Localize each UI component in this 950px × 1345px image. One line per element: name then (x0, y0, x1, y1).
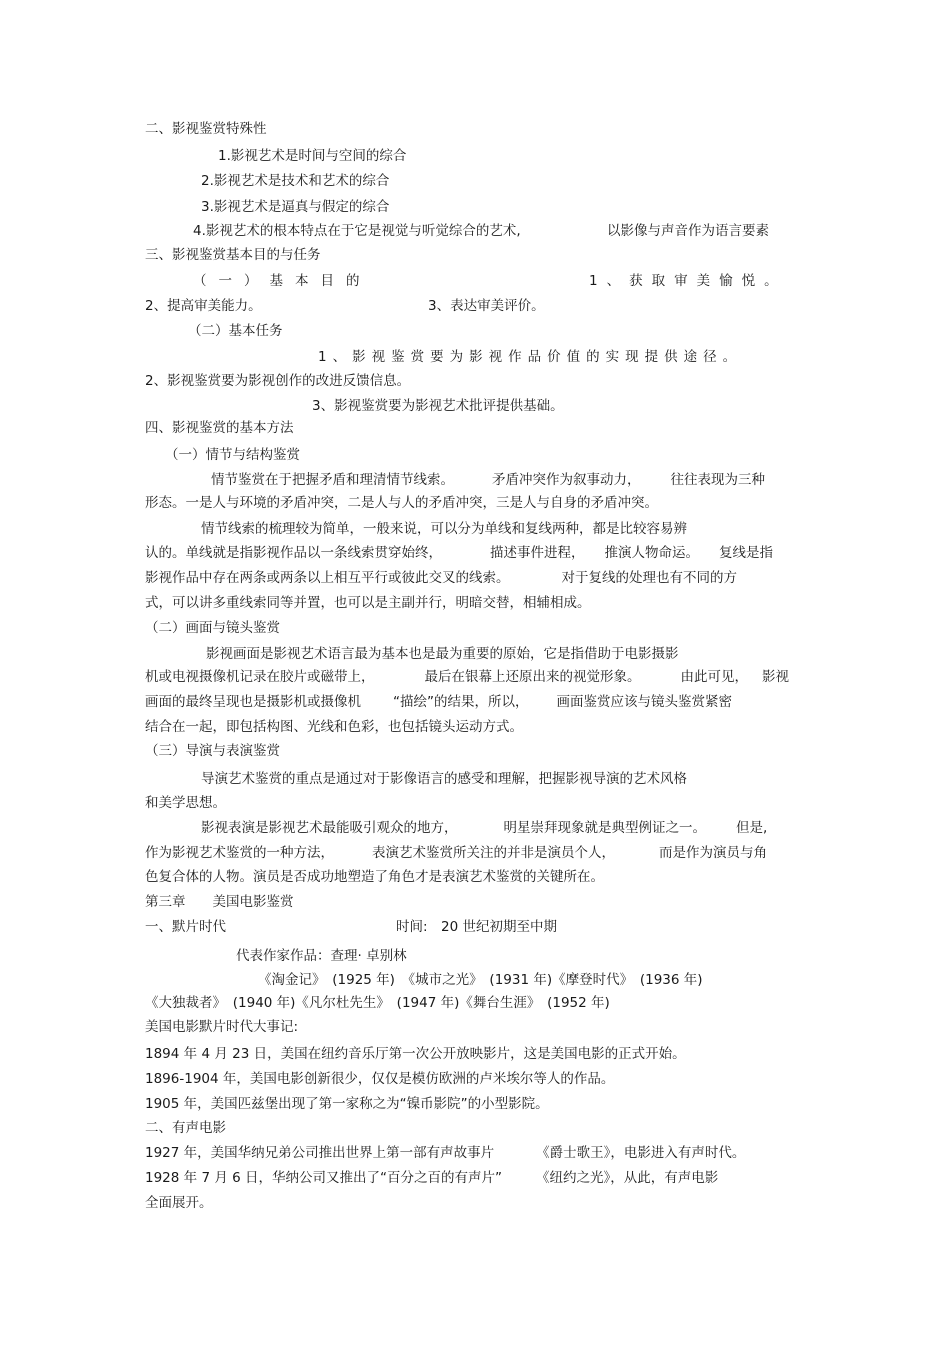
section-heading: 四、影视鉴赏的基本方法 (145, 420, 294, 436)
goal-item: 3、表达审美评价。 (428, 298, 545, 314)
event-line: 1905 年，美国匹兹堡出现了第一家称之为“镍币影院”的小型影院。 (145, 1096, 549, 1112)
paragraph-line: 结合在一起，即包括构图、光线和色彩，也包括镜头运动方式。 (145, 719, 523, 735)
representative-text: 代表作家作品：查理· 卓别林 (236, 948, 407, 964)
list-item: 1.影视艺术是时间与空间的综合 (218, 148, 407, 164)
subsection-label: （二）基本任务 (188, 323, 283, 339)
works-line: 《淘金记》 (1925 年) 《城市之光》 (1931 年)《摩登时代》 (1936 年) (258, 972, 703, 988)
paragraph-line: 导演艺术鉴赏的重点是通过对于影像语言的感受和理解，把握影视导演的艺术风格 (201, 771, 687, 787)
subsection-label: （一）基本目的 (193, 273, 372, 289)
event-line: 1928 年 7 月 6 日，华纳公司又推出了“百分之百的有声片” 《纽约之光》，从此，有声电影 (145, 1170, 719, 1186)
list-item: 2.影视艺术是技术和艺术的综合 (201, 173, 390, 189)
paragraph-line: 认的。单线就是指影视作品以一条线索贯穿始终， 描述事件进程， 推演人物命运。 复线是指 (145, 545, 773, 561)
section-heading: 一、默片时代 (145, 919, 226, 935)
paragraph-line: 机或电视摄像机记录在胶片或磁带上， 最后在银幕上还原出来的视觉形象。 由此可见， 影视 (145, 669, 789, 685)
event-line: 全面展开。 (145, 1195, 213, 1211)
paragraph-line: 作为影视艺术鉴赏的一种方法， 表演艺术鉴赏所关注的并非是演员个人， 而是作为演员与角 (145, 845, 767, 861)
list-item: 3.影视艺术是逼真与假定的综合 (201, 199, 390, 215)
task-item: 3、影视鉴赏要为影视艺术批评提供基础。 (312, 398, 564, 414)
event-line: 1896-1904 年，美国电影创新很少，仅仅是模仿欧洲的卢米埃尔等人的作品。 (145, 1071, 615, 1087)
paragraph-line: 情节鉴赏在于把握矛盾和理清情节线索。 矛盾冲突作为叙事动力， 往往表现为三种 (211, 472, 765, 488)
event-line: 1927 年，美国华纳兄弟公司推出世界上第一部有声故事片 《爵士歌王》，电影进入有声时代。 (145, 1145, 746, 1161)
list-item-continuation: 以影像与声音作为语言要素 (607, 223, 769, 239)
event-line: 1894 年 4 月 23 日，美国在纽约音乐厅第一次公开放映影片，这是美国电影的正式开始。 (145, 1046, 686, 1062)
list-item: 4.影视艺术的根本特点在于它是视觉与听觉综合的艺术, (193, 223, 521, 239)
events-label: 美国电影默片时代大事记: (145, 1019, 299, 1035)
paragraph-line: 影视作品中存在两条或两条以上相互平行或彼此交叉的线索。 对于复线的处理也有不同的方 (145, 570, 737, 586)
paragraph-line: 影视表演是影视艺术最能吸引观众的地方， 明星崇拜现象就是典型例证之一。 但是, (201, 820, 768, 836)
goal-item: 2、提高审美能力。 (145, 298, 262, 314)
paragraph-line: 影视画面是影视艺术语言最为基本也是最为重要的原始，它是指借助于电影摄影 (206, 646, 679, 662)
task-item: 2、影视鉴赏要为影视创作的改进反馈信息。 (145, 373, 411, 389)
section-heading: 二、影视鉴赏特殊性 (145, 121, 267, 137)
subsection-label: （三）导演与表演鉴赏 (145, 743, 280, 759)
paragraph-line: 画面的最终呈现也是摄影机或摄像机 “描绘”的结果，所以， 画面鉴赏应该与镜头鉴赏紧密 (145, 694, 732, 710)
section-heading: 三、影视鉴赏基本目的与任务 (145, 247, 321, 263)
subsection-label: （二）画面与镜头鉴赏 (145, 620, 280, 636)
period-text: 时间: 20 世纪初期至中期 (396, 919, 558, 935)
task-item: 1、影视鉴赏要为影视作品价值的实现提供途径。 (318, 349, 743, 365)
works-line: 《大独裁者》 (1940 年)《凡尔杜先生》 (1947 年)《舞台生涯》 (1952 年) (145, 995, 610, 1011)
subsection-label: （一）情节与结构鉴赏 (165, 447, 300, 463)
paragraph-line: 和美学思想。 (145, 795, 226, 811)
goal-item: 1、获取审美愉悦。 (589, 273, 787, 289)
paragraph-line: 色复合体的人物。演员是否成功地塑造了角色才是表演艺术鉴赏的关键所在。 (145, 869, 604, 885)
paragraph-line: 形态。一是人与环境的矛盾冲突，二是人与人的矛盾冲突，三是人与自身的矛盾冲突。 (145, 495, 658, 511)
paragraph-line: 情节线索的梳理较为简单，一般来说，可以分为单线和复线两种，都是比较容易辨 (201, 521, 687, 537)
paragraph-line: 式，可以讲多重线索同等并置，也可以是主副并行，明暗交替，相辅相成。 (145, 595, 591, 611)
chapter-title: 第三章 美国电影鉴赏 (145, 894, 294, 910)
section-heading: 二、有声电影 (145, 1120, 226, 1136)
